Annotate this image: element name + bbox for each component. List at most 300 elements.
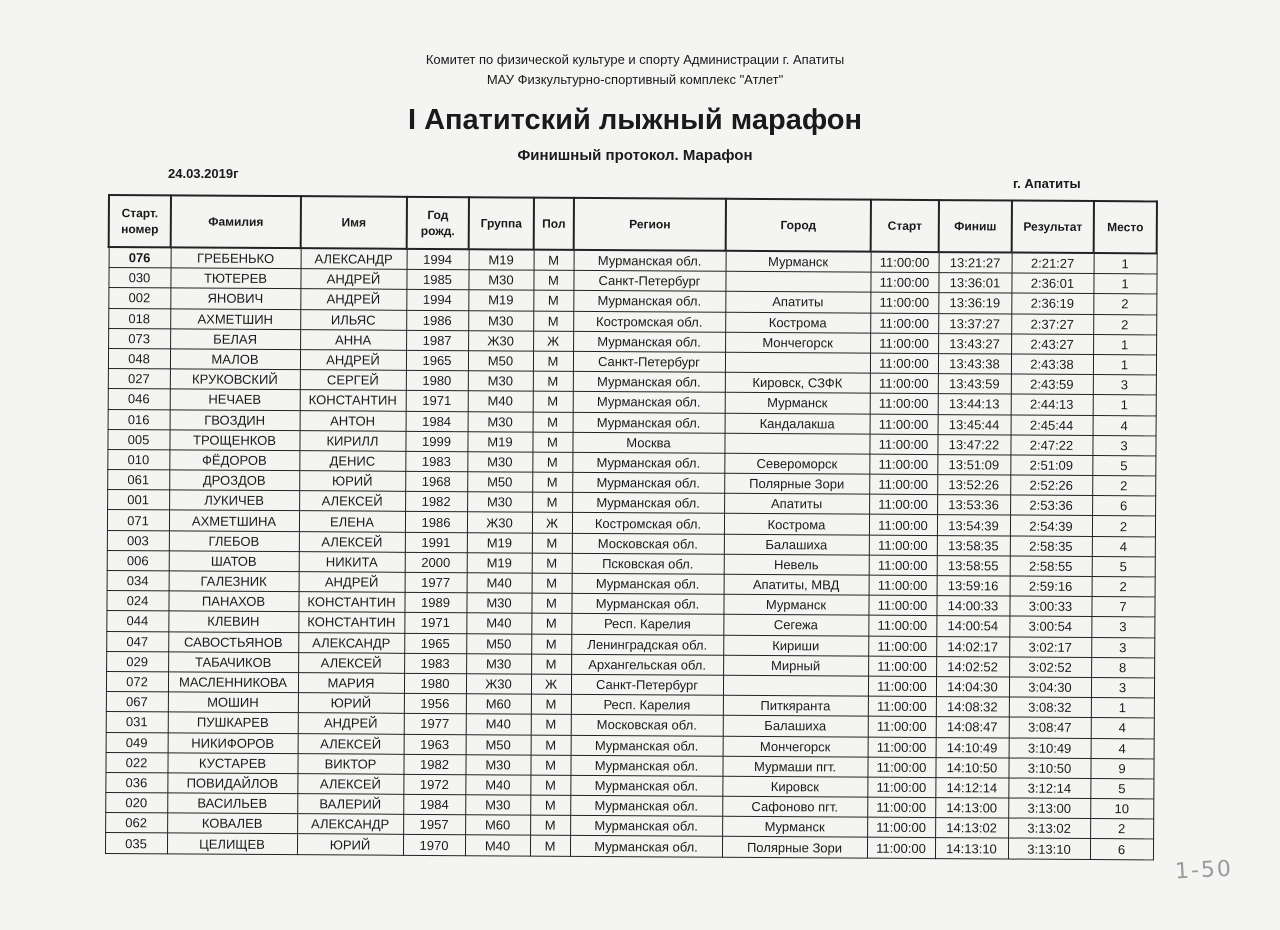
cell-city: Апатиты, МВД <box>724 574 869 595</box>
cell-region: Мурманская обл. <box>571 594 723 615</box>
cell-first-name: КОНСТАНТИН <box>298 592 404 613</box>
cell-start-time: 11:00:00 <box>868 737 936 758</box>
cell-place: 7 <box>1091 597 1154 618</box>
cell-city: Мончегорск <box>723 736 868 757</box>
cell-place: 1 <box>1091 698 1154 719</box>
cell-region: Мурманская обл. <box>570 755 722 776</box>
cell-start-time: 11:00:00 <box>867 797 935 818</box>
cell-start-time: 11:00:00 <box>870 272 938 293</box>
cell-first-name: АЛЕКСЕЙ <box>298 652 404 673</box>
cell-birth-year: 1985 <box>406 270 468 291</box>
cell-birth-year: 1957 <box>403 815 465 836</box>
cell-place: 5 <box>1092 455 1155 476</box>
cell-first-name: АНДРЕЙ <box>300 350 406 371</box>
cell-sex: М <box>531 694 571 714</box>
cell-group: М40 <box>466 714 531 735</box>
cell-surname: МАСЛЕННИКОВА <box>168 672 298 693</box>
cell-surname: КУСТАРЕВ <box>167 753 297 774</box>
cell-surname: ТЮТЕРЕВ <box>170 268 300 289</box>
cell-start-time: 11:00:00 <box>870 373 938 394</box>
cell-sex: М <box>532 492 572 512</box>
cell-start-time: 11:00:00 <box>869 454 937 475</box>
cell-city: Кировск, СЗФК <box>725 372 870 393</box>
cell-city: Мурманск <box>723 594 868 615</box>
column-header-birth-year: Год рожд. <box>407 197 469 249</box>
cell-finish-time: 13:52:26 <box>937 475 1010 496</box>
column-header-start-time: Старт <box>871 200 939 252</box>
cell-start-time: 11:00:00 <box>869 575 937 596</box>
cell-start-number: 030 <box>108 268 170 289</box>
cell-region: Московская обл. <box>571 715 723 736</box>
cell-sex: М <box>534 250 574 271</box>
cell-surname: МАЛОВ <box>170 349 300 370</box>
cell-result: 3:08:32 <box>1009 697 1091 718</box>
cell-first-name: АЛЕКСЕЙ <box>299 531 405 552</box>
cell-place: 1 <box>1093 334 1156 355</box>
cell-sex: М <box>530 755 570 775</box>
cell-region: Мурманская обл. <box>570 795 722 816</box>
cell-finish-time: 13:53:36 <box>937 495 1010 516</box>
cell-first-name: АЛЕКСАНДР <box>297 814 403 835</box>
cell-city: Мончегорск <box>725 332 870 353</box>
cell-place: 1 <box>1093 395 1156 416</box>
cell-city: Балашиха <box>724 534 869 555</box>
cell-region: Мурманская обл. <box>571 735 723 756</box>
column-header-surname: Фамилия <box>171 195 301 248</box>
cell-first-name: ЮРИЙ <box>298 693 404 714</box>
column-header-start-number: Старт. номер <box>109 195 171 247</box>
cell-first-name: ЕЛЕНА <box>299 511 405 532</box>
cell-start-time: 11:00:00 <box>869 555 937 576</box>
cell-region: Мурманская обл. <box>570 816 722 837</box>
cell-city: Балашиха <box>723 716 868 737</box>
cell-region: Мурманская обл. <box>572 493 724 514</box>
cell-region: Санкт-Петербург <box>571 674 723 695</box>
cell-start-time: 11:00:00 <box>870 313 938 334</box>
cell-surname: ШАТОВ <box>169 551 299 572</box>
cell-first-name: АНДРЕЙ <box>300 289 406 310</box>
cell-first-name: КИРИЛЛ <box>299 430 405 451</box>
cell-birth-year: 1991 <box>405 532 467 553</box>
cell-start-time: 11:00:00 <box>871 252 939 273</box>
cell-first-name: АНДРЕЙ <box>299 572 405 593</box>
cell-place: 10 <box>1090 799 1153 820</box>
cell-group: М50 <box>466 633 531 654</box>
event-city: г. Апатиты <box>1013 176 1081 191</box>
cell-start-number: 027 <box>108 369 170 390</box>
cell-start-number: 044 <box>106 611 168 632</box>
cell-birth-year: 1965 <box>406 350 468 371</box>
cell-finish-time: 13:47:22 <box>937 434 1010 455</box>
cell-city: Мурманск <box>725 393 870 414</box>
cell-city: Кострома <box>724 514 869 535</box>
cell-result: 2:43:38 <box>1011 354 1093 375</box>
cell-finish-time: 13:43:27 <box>938 333 1011 354</box>
cell-surname: БЕЛАЯ <box>170 329 300 350</box>
cell-result: 3:13:00 <box>1008 798 1090 819</box>
cell-finish-time: 13:58:35 <box>937 535 1010 556</box>
cell-start-time: 11:00:00 <box>868 716 936 737</box>
cell-sex: М <box>530 836 570 856</box>
cell-first-name: АННА <box>300 329 406 350</box>
cell-sex: М <box>533 311 573 331</box>
handwritten-annotation: 1-50 <box>1174 856 1234 885</box>
cell-first-name: АНДРЕЙ <box>300 269 406 290</box>
cell-first-name: АНДРЕЙ <box>298 713 404 734</box>
cell-group: М30 <box>466 653 531 674</box>
cell-result: 2:47:22 <box>1010 435 1092 456</box>
cell-place: 6 <box>1092 496 1155 517</box>
cell-finish-time: 14:13:02 <box>935 818 1008 839</box>
cell-group: М19 <box>467 532 532 553</box>
organization-line-2: МАУ Физкультурно-спортивный комплекс "Атлет" <box>486 72 784 87</box>
cell-surname: ЦЕЛИЩЕВ <box>167 833 297 854</box>
cell-result: 2:21:27 <box>1012 253 1094 274</box>
cell-result: 3:13:02 <box>1008 818 1090 839</box>
cell-finish-time: 13:36:19 <box>938 293 1011 314</box>
cell-finish-time: 13:51:09 <box>937 454 1010 475</box>
cell-finish-time: 13:58:55 <box>937 555 1010 576</box>
cell-start-number: 024 <box>106 591 168 612</box>
cell-start-time: 11:00:00 <box>868 696 936 717</box>
cell-first-name: ВИКТОР <box>297 753 403 774</box>
cell-finish-time: 14:13:10 <box>935 838 1008 859</box>
cell-start-time: 11:00:00 <box>870 293 938 314</box>
cell-region: Санкт-Петербург <box>573 271 725 292</box>
cell-finish-time: 13:21:27 <box>939 252 1012 273</box>
cell-sex: М <box>532 472 572 492</box>
cell-birth-year: 1989 <box>404 593 466 614</box>
cell-place: 8 <box>1091 657 1154 678</box>
cell-start-time: 11:00:00 <box>870 393 938 414</box>
cell-sex: Ж <box>531 674 571 694</box>
cell-start-time: 11:00:00 <box>868 656 936 677</box>
cell-finish-time: 14:08:47 <box>936 717 1009 738</box>
cell-birth-year: 1984 <box>406 411 468 432</box>
cell-finish-time: 14:04:30 <box>936 677 1009 698</box>
cell-city: Мирный <box>723 655 868 676</box>
cell-birth-year: 1971 <box>406 391 468 412</box>
cell-sex: М <box>532 452 572 472</box>
cell-group: М30 <box>468 371 533 392</box>
cell-surname: НЕЧАЕВ <box>170 389 300 410</box>
cell-birth-year: 1970 <box>403 835 465 856</box>
cell-place: 2 <box>1092 476 1155 497</box>
cell-start-number: 034 <box>107 570 169 591</box>
cell-first-name: КОНСТАНТИН <box>298 612 404 633</box>
cell-region: Респ. Карелия <box>571 694 723 715</box>
cell-group: Ж30 <box>466 674 531 695</box>
cell-city <box>723 675 868 696</box>
cell-place: 5 <box>1092 556 1155 577</box>
cell-region: Мурманская обл. <box>574 250 726 272</box>
cell-start-time: 11:00:00 <box>870 333 938 354</box>
cell-region: Мурманская обл. <box>572 452 724 473</box>
cell-start-time: 11:00:00 <box>869 474 937 495</box>
cell-result: 2:36:19 <box>1011 293 1093 314</box>
cell-first-name: АЛЕКСЕЙ <box>298 733 404 754</box>
column-header-first-name: Имя <box>301 196 407 249</box>
cell-place: 3 <box>1091 677 1154 698</box>
cell-finish-time: 14:10:50 <box>935 757 1008 778</box>
cell-first-name: ИЛЬЯС <box>300 309 406 330</box>
cell-region: Мурманская обл. <box>573 392 725 413</box>
cell-sex: М <box>533 371 573 391</box>
table-body <box>105 247 1157 860</box>
cell-sex: М <box>533 351 573 371</box>
cell-first-name: АЛЕКСЕЙ <box>299 491 405 512</box>
cell-surname: КЛЕВИН <box>168 611 298 632</box>
cell-surname: ГВОЗДИН <box>170 409 300 430</box>
cell-start-number: 036 <box>105 772 167 793</box>
cell-surname: ЯНОВИЧ <box>170 288 300 309</box>
cell-finish-time: 13:59:16 <box>937 576 1010 597</box>
cell-birth-year: 1980 <box>406 370 468 391</box>
cell-start-number: 031 <box>106 712 168 733</box>
cell-group: М50 <box>468 351 533 372</box>
cell-finish-time: 14:00:33 <box>936 596 1009 617</box>
cell-surname: ДРОЗДОВ <box>169 470 299 491</box>
cell-sex: М <box>531 613 571 633</box>
cell-place: 2 <box>1092 577 1155 598</box>
cell-surname: САВОСТЬЯНОВ <box>168 631 298 652</box>
cell-finish-time: 13:45:44 <box>938 414 1011 435</box>
cell-start-time: 11:00:00 <box>867 757 935 778</box>
cell-region: Мурманская обл. <box>570 836 722 857</box>
cell-city <box>725 271 870 292</box>
cell-start-time: 11:00:00 <box>869 434 937 455</box>
cell-birth-year: 1986 <box>406 310 468 331</box>
cell-sex: М <box>531 654 571 674</box>
cell-city <box>725 352 870 373</box>
cell-birth-year: 1984 <box>403 794 465 815</box>
cell-region: Московская обл. <box>572 533 724 554</box>
cell-start-time: 11:00:00 <box>869 494 937 515</box>
cell-start-time: 11:00:00 <box>868 595 936 616</box>
cell-result: 2:53:36 <box>1010 495 1092 516</box>
cell-birth-year: 1965 <box>404 633 466 654</box>
cell-start-time: 11:00:00 <box>869 535 937 556</box>
cell-group: М30 <box>468 411 533 432</box>
cell-first-name: АЛЕКСЕЙ <box>297 774 403 795</box>
cell-place: 2 <box>1093 294 1156 315</box>
cell-start-number: 061 <box>107 470 169 491</box>
cell-start-number: 076 <box>109 247 171 268</box>
cell-finish-time: 13:43:38 <box>938 354 1011 375</box>
cell-city: Мурманск <box>722 817 867 838</box>
cell-group: М30 <box>468 310 533 331</box>
cell-birth-year: 1999 <box>405 431 467 452</box>
cell-finish-time: 13:36:01 <box>938 273 1011 294</box>
cell-surname: ФЁДОРОВ <box>169 450 299 471</box>
cell-start-time: 11:00:00 <box>867 817 935 838</box>
cell-region: Мурманская обл. <box>572 573 724 594</box>
cell-start-number: 005 <box>107 429 169 450</box>
cell-sex: М <box>533 270 573 290</box>
cell-region: Архангельская обл. <box>571 654 723 675</box>
cell-birth-year: 1971 <box>404 613 466 634</box>
cell-first-name: ВАЛЕРИЙ <box>297 794 403 815</box>
cell-start-time: 11:00:00 <box>868 616 936 637</box>
cell-first-name: АНТОН <box>300 410 406 431</box>
cell-start-number: 062 <box>105 813 167 834</box>
cell-group: М19 <box>468 290 533 311</box>
cell-region: Мурманская обл. <box>573 412 725 433</box>
cell-start-number: 067 <box>106 692 168 713</box>
cell-place: 5 <box>1090 778 1153 799</box>
cell-finish-time: 14:10:49 <box>936 737 1009 758</box>
column-header-finish-time: Финиш <box>939 200 1012 252</box>
cell-first-name: ЮРИЙ <box>297 834 403 855</box>
cell-place: 1 <box>1093 354 1156 375</box>
cell-result: 3:12:14 <box>1008 778 1090 799</box>
cell-result: 2:43:59 <box>1011 374 1093 395</box>
table-header-row <box>109 195 1157 253</box>
cell-place: 3 <box>1093 375 1156 396</box>
cell-birth-year: 1980 <box>404 673 466 694</box>
cell-group: М40 <box>466 613 531 634</box>
column-header-result: Результат <box>1012 201 1094 253</box>
cell-group: М19 <box>467 431 532 452</box>
cell-birth-year: 1972 <box>403 774 465 795</box>
cell-region: Мурманская обл. <box>572 472 724 493</box>
cell-start-number: 047 <box>106 631 168 652</box>
cell-sex: Ж <box>532 513 572 533</box>
cell-start-time: 11:00:00 <box>867 838 935 859</box>
cell-place: 3 <box>1091 637 1154 658</box>
cell-start-number: 016 <box>108 409 170 430</box>
cell-birth-year: 1963 <box>404 734 466 755</box>
cell-start-time: 11:00:00 <box>868 636 936 657</box>
cell-group: М40 <box>467 573 532 594</box>
cell-start-time: 11:00:00 <box>870 353 938 374</box>
cell-region: Мурманская обл. <box>570 775 722 796</box>
cell-place: 4 <box>1093 415 1156 436</box>
cell-sex: М <box>531 735 571 755</box>
cell-sex: Ж <box>533 331 573 351</box>
cell-sex: М <box>532 553 572 573</box>
cell-city: Невель <box>724 554 869 575</box>
cell-group: М40 <box>465 835 530 856</box>
cell-group: М50 <box>467 472 532 493</box>
cell-group: М30 <box>466 593 531 614</box>
cell-surname: ГАЛЕЗНИК <box>169 571 299 592</box>
cell-start-time: 11:00:00 <box>869 515 937 536</box>
cell-result: 2:59:16 <box>1010 576 1092 597</box>
cell-start-number: 035 <box>105 833 167 854</box>
cell-group: М60 <box>465 815 530 836</box>
cell-group: М60 <box>466 694 531 715</box>
cell-surname: ТАБАЧИКОВ <box>168 652 298 673</box>
cell-start-number: 002 <box>108 288 170 309</box>
cell-start-time: 11:00:00 <box>868 676 936 697</box>
cell-place: 4 <box>1091 718 1154 739</box>
cell-birth-year: 1982 <box>403 754 465 775</box>
cell-city: Мурманск <box>726 251 871 273</box>
cell-finish-time: 13:43:59 <box>938 374 1011 395</box>
cell-sex: М <box>532 573 572 593</box>
cell-sex: М <box>530 795 570 815</box>
cell-birth-year: 1987 <box>406 330 468 351</box>
column-header-city: Город <box>726 199 871 252</box>
cell-result: 3:08:47 <box>1009 717 1091 738</box>
cell-region: Костромская обл. <box>572 513 724 534</box>
cell-surname: ГРЕБЕНЬКО <box>171 247 301 268</box>
cell-finish-time: 14:13:00 <box>935 798 1008 819</box>
cell-group: Ж30 <box>468 330 533 351</box>
cell-result: 2:52:26 <box>1010 475 1092 496</box>
cell-start-number: 046 <box>108 389 170 410</box>
cell-surname: ВАСИЛЬЕВ <box>167 793 297 814</box>
cell-result: 2:44:13 <box>1011 394 1093 415</box>
cell-place: 6 <box>1090 839 1153 860</box>
cell-sex: М <box>532 533 572 553</box>
cell-finish-time: 13:54:39 <box>937 515 1010 536</box>
cell-place: 3 <box>1091 617 1154 638</box>
cell-group: М19 <box>469 249 534 270</box>
cell-surname: ПУШКАРЕВ <box>168 712 298 733</box>
cell-result: 3:00:54 <box>1009 616 1091 637</box>
cell-city: Апатиты <box>725 292 870 313</box>
cell-region: Санкт-Петербург <box>573 351 725 372</box>
cell-birth-year: 1977 <box>404 714 466 735</box>
cell-sex: М <box>530 815 570 835</box>
cell-birth-year: 1983 <box>404 653 466 674</box>
cell-finish-time: 14:08:32 <box>936 697 1009 718</box>
cell-start-number: 006 <box>107 550 169 571</box>
cell-start-number: 072 <box>106 671 168 692</box>
cell-region: Мурманская обл. <box>573 291 725 312</box>
cell-surname: ПАНАХОВ <box>168 591 298 612</box>
cell-sex: М <box>533 290 573 310</box>
cell-birth-year: 1994 <box>406 290 468 311</box>
cell-surname: АХМЕТШИН <box>170 308 300 329</box>
cell-start-number: 010 <box>107 449 169 470</box>
results-table <box>104 194 1158 860</box>
cell-first-name: АЛЕКСАНДР <box>301 248 407 269</box>
cell-start-time: 11:00:00 <box>867 777 935 798</box>
cell-city: Апатиты <box>724 494 869 515</box>
page-title: I Апатитский лыжный марафон <box>407 104 863 136</box>
cell-finish-time: 14:02:17 <box>936 636 1009 657</box>
cell-group: М40 <box>468 391 533 412</box>
cell-start-time: 11:00:00 <box>870 414 938 435</box>
cell-place: 9 <box>1090 758 1153 779</box>
cell-group: М30 <box>467 452 532 473</box>
cell-birth-year: 1982 <box>405 492 467 513</box>
cell-surname: ГЛЕБОВ <box>169 531 299 552</box>
cell-group: М30 <box>465 795 530 816</box>
cell-finish-time: 13:37:27 <box>938 313 1011 334</box>
cell-start-number: 048 <box>108 348 170 369</box>
cell-result: 2:43:27 <box>1011 334 1093 355</box>
cell-first-name: КОНСТАНТИН <box>300 390 406 411</box>
cell-result: 2:51:09 <box>1010 455 1092 476</box>
cell-start-number: 001 <box>107 490 169 511</box>
cell-surname: КРУКОВСКИЙ <box>170 369 300 390</box>
cell-start-number: 020 <box>105 793 167 814</box>
cell-result: 2:58:35 <box>1010 536 1092 557</box>
cell-result: 2:37:27 <box>1011 314 1093 335</box>
cell-first-name: МАРИЯ <box>298 673 404 694</box>
cell-first-name: АЛЕКСАНДР <box>298 632 404 653</box>
cell-birth-year: 1986 <box>405 512 467 533</box>
cell-place: 1 <box>1094 253 1157 274</box>
cell-birth-year: 1983 <box>405 451 467 472</box>
cell-sex: М <box>532 432 572 452</box>
cell-birth-year: 1956 <box>404 693 466 714</box>
cell-city: Полярные Зори <box>722 837 867 858</box>
